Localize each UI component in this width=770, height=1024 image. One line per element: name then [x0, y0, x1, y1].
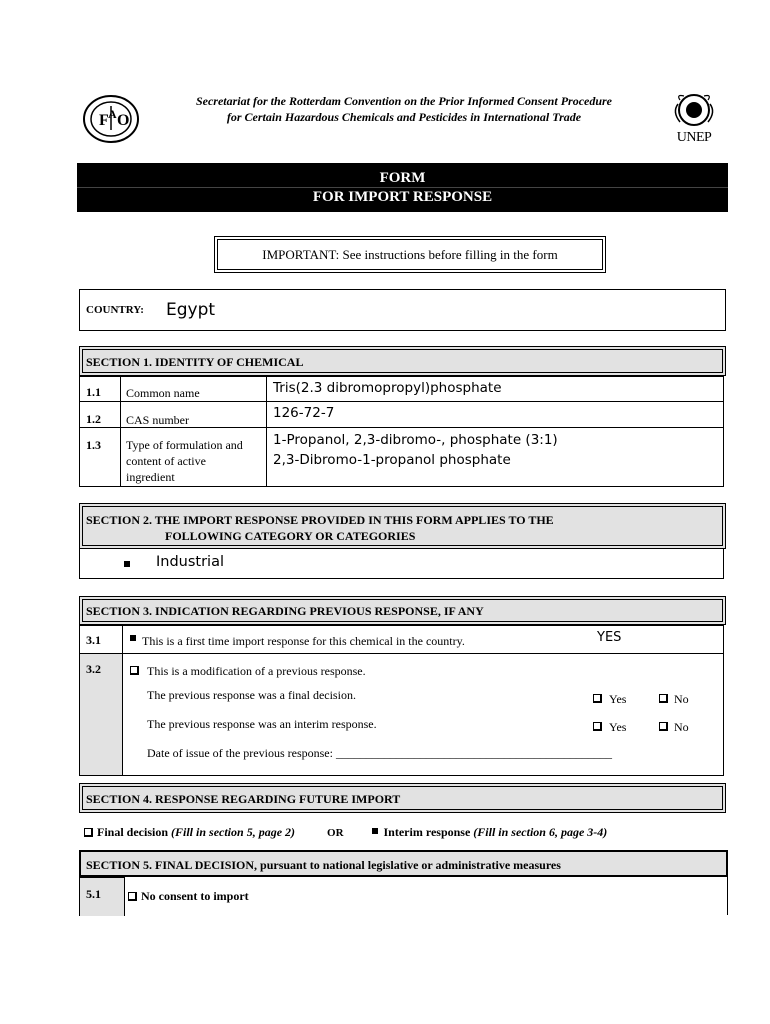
- section-1-header: [79, 346, 726, 376]
- common-name-value[interactable]: Tris(2.3 dibromopropyl)phosphate: [273, 380, 502, 396]
- row-3-2-body: [122, 653, 724, 776]
- unep-logo: [668, 90, 720, 148]
- row-1-2-num-cell: [79, 401, 121, 428]
- final-decision-note: (Fill in section 5, page 2): [171, 825, 296, 839]
- formulation-label: Type of formulation and content of active ingredient: [126, 438, 243, 484]
- no-consent-option: [128, 889, 249, 904]
- no-consent-label: No consent to import: [141, 889, 249, 903]
- first-time-checkbox[interactable]: [130, 635, 136, 641]
- previous-final-no-checkbox[interactable]: [659, 694, 668, 703]
- row-5-1-num: 5.1: [86, 887, 101, 901]
- section-5-title: SECTION 5. FINAL DECISION, pursuant to national legislative or administrative measures: [86, 858, 561, 872]
- row-5-1-num-cell: [79, 877, 125, 916]
- formulation-value-line-1[interactable]: 1-Propanol, 2,3-dibromo-, phosphate (3:1): [273, 432, 558, 448]
- country-label: COUNTRY:: [86, 304, 144, 316]
- row-3-2-num: 3.2: [86, 662, 101, 676]
- formulation-value-line-2[interactable]: 2,3-Dibromo-1-propanol phosphate: [273, 452, 511, 468]
- or-label: OR: [327, 827, 344, 839]
- svg-text:O: O: [117, 112, 130, 129]
- section-3-header: [79, 596, 726, 625]
- row-1-3-value-cell: [266, 427, 724, 487]
- section-3-title: SECTION 3. INDICATION REGARDING PREVIOUS RESPONSE, IF ANY: [86, 604, 484, 618]
- header-line-1: Secretariat for the Rotterdam Convention on the Prior Informed Consent Procedure: [195, 94, 613, 108]
- section-4-title: SECTION 4. RESPONSE REGARDING FUTURE IMPORT: [86, 792, 401, 806]
- bullet-icon: [124, 561, 130, 567]
- row-1-1-num: 1.1: [86, 385, 101, 399]
- svg-text:F: F: [99, 112, 109, 129]
- form-title-line-2: FOR IMPORT RESPONSE: [312, 189, 493, 205]
- no-consent-checkbox[interactable]: [128, 892, 137, 901]
- row-5-1-right-border: [727, 877, 728, 915]
- modification-text: This is a modification of a previous response.: [147, 664, 366, 678]
- cas-number-value[interactable]: 126-72-7: [273, 405, 335, 421]
- row-3-1-body: [122, 625, 724, 654]
- row-3-1-num-cell: [79, 625, 123, 654]
- first-time-text: This is a first time import response for this chemical in the country.: [142, 634, 465, 648]
- interim-response-note: (Fill in section 6, page 3-4): [473, 825, 608, 839]
- country-value[interactable]: Egypt: [166, 300, 216, 320]
- final-decision-checkbox[interactable]: [84, 828, 93, 837]
- common-name-label: Common name: [126, 386, 200, 400]
- previous-final-yes-label: Yes: [609, 692, 627, 706]
- final-decision-label: Final decision: [97, 825, 169, 839]
- row-1-3-num-cell: [79, 427, 121, 487]
- first-time-answer[interactable]: YES: [597, 630, 622, 645]
- row-3-1-num: 3.1: [86, 633, 101, 647]
- previous-interim-no-checkbox[interactable]: [659, 722, 668, 731]
- form-title-banner: [77, 163, 728, 212]
- previous-interim-yes-label: Yes: [609, 720, 627, 734]
- row-1-2-label-cell: [120, 401, 267, 428]
- unep-logo-text: UNEP: [676, 130, 712, 145]
- row-1-2-num: 1.2: [86, 412, 101, 426]
- section-2-body: [79, 549, 724, 579]
- row-1-3-num: 1.3: [86, 438, 101, 452]
- header-line-2: for Certain Hazardous Chemicals and Pesticides in International Trade: [226, 110, 582, 124]
- row-3-2-num-cell: [79, 653, 123, 776]
- svg-text:A: A: [108, 107, 117, 121]
- section-2-title-line-2: FOLLOWING CATEGORY OR CATEGORIES: [165, 529, 416, 543]
- cas-number-label: CAS number: [126, 413, 189, 427]
- category-industrial[interactable]: Industrial: [156, 554, 225, 570]
- form-title-line-1: FORM: [379, 170, 426, 186]
- section-2-header: [79, 503, 726, 549]
- section-5-header: [79, 850, 728, 877]
- previous-interim-text: The previous response was an interim response.: [147, 717, 377, 731]
- previous-final-text: The previous response was a final decision.: [147, 688, 356, 702]
- row-1-3-label-cell: [120, 427, 267, 487]
- previous-final-no-label: No: [674, 692, 689, 706]
- section-4-header: [79, 783, 726, 813]
- previous-date-field[interactable]: Date of issue of the previous response: ______________________________________________: [147, 746, 612, 760]
- section-1-title: SECTION 1. IDENTITY OF CHEMICAL: [86, 355, 304, 369]
- important-notice: [214, 236, 606, 273]
- modification-checkbox[interactable]: [130, 666, 139, 675]
- section-2-title-line-1: SECTION 2. THE IMPORT RESPONSE PROVIDED IN THIS FORM APPLIES TO THE: [86, 513, 554, 527]
- previous-final-yes-checkbox[interactable]: [593, 694, 602, 703]
- row-1-1-value-cell: [266, 376, 724, 402]
- section-4-options: [84, 825, 607, 840]
- interim-response-checkbox[interactable]: [372, 828, 378, 834]
- previous-interim-no-label: No: [674, 720, 689, 734]
- interim-response-label: Interim response: [383, 825, 471, 839]
- previous-interim-yes-checkbox[interactable]: [593, 722, 602, 731]
- row-1-1-label-cell: [120, 376, 267, 402]
- row-1-2-value-cell: [266, 401, 724, 428]
- row-1-1-num-cell: [79, 376, 121, 402]
- important-notice-text: IMPORTANT: See instructions before filling in the form: [262, 247, 558, 262]
